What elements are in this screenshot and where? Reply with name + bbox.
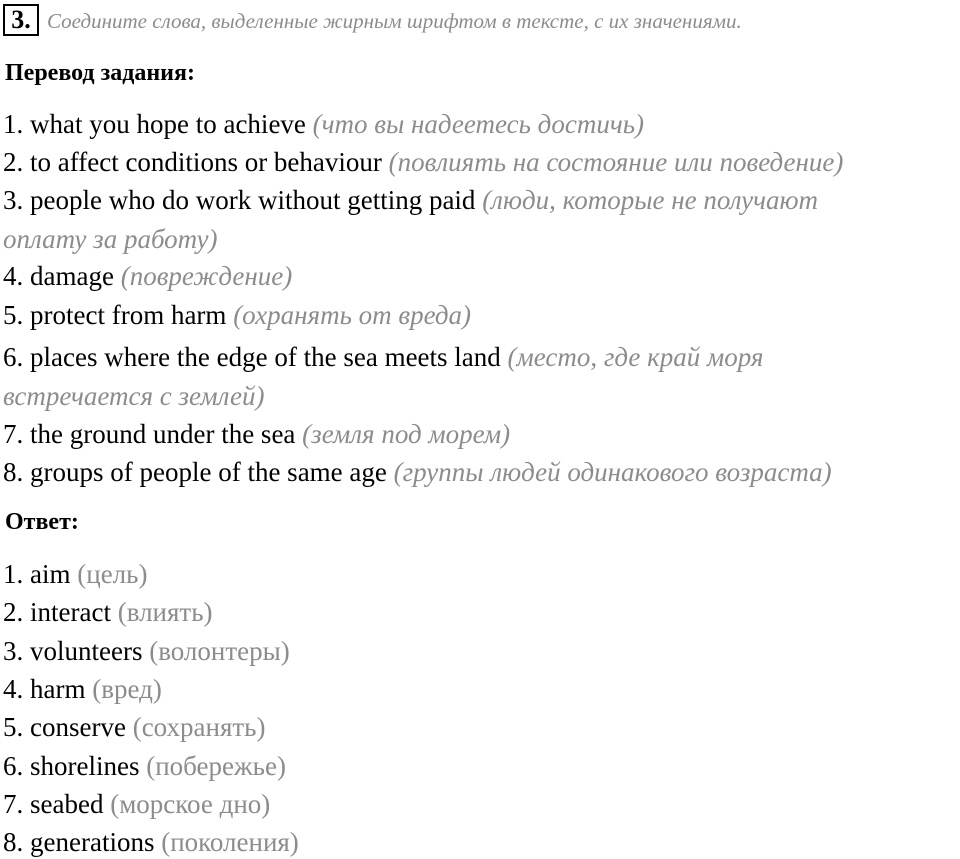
answer-item-4: 4. harm (вред)	[3, 674, 162, 704]
task-header	[3, 4, 958, 38]
task-number: 3.	[3, 4, 39, 36]
translation-item-8: 8. groups of people of the same age (группы людей одинакового возраста)	[3, 457, 832, 487]
answer-item-1: 1. aim (цель)	[3, 559, 148, 589]
answer-item-3: 3. volunteers (волонтеры)	[3, 636, 290, 666]
answer-item-6: 6. shorelines (побережье)	[3, 751, 286, 781]
answer-item-7: 7. seabed (морское дно)	[3, 789, 271, 819]
translation-item-5: 5. protect from harm (охранять от вреда)	[3, 300, 472, 330]
translation-item-1: 1. what you hope to achieve (что вы надеетесь достичь)	[3, 109, 644, 139]
answer-item-8: 8. generations (поколения)	[3, 827, 299, 857]
translation-item-6-continuation: встречается с землей)	[3, 381, 265, 411]
translation-item-3: 3. people who do work without getting paid (люди, которые не получают	[3, 185, 819, 215]
translation-item-7: 7. the ground under the sea (земля под морем)	[3, 419, 511, 449]
translation-item-4: 4. damage (повреждение)	[3, 261, 293, 291]
answer-item-2: 2. interact (влиять)	[3, 597, 213, 627]
task-instruction: Соедините слова, выделенные жирным шрифтом в тексте, с их значениями.	[47, 9, 742, 33]
answer-item-5: 5. conserve (сохранять)	[3, 712, 266, 742]
answer-title: Ответ:	[5, 509, 79, 535]
translation-item-6: 6. places where the edge of the sea meets land (место, где край моря	[3, 342, 764, 372]
translation-item-2: 2. to affect conditions or behaviour (повлиять на состояние или поведение)	[3, 147, 844, 177]
translation-title: Перевод задания:	[5, 60, 195, 86]
translation-item-3-continuation: оплату за работу)	[3, 224, 218, 254]
